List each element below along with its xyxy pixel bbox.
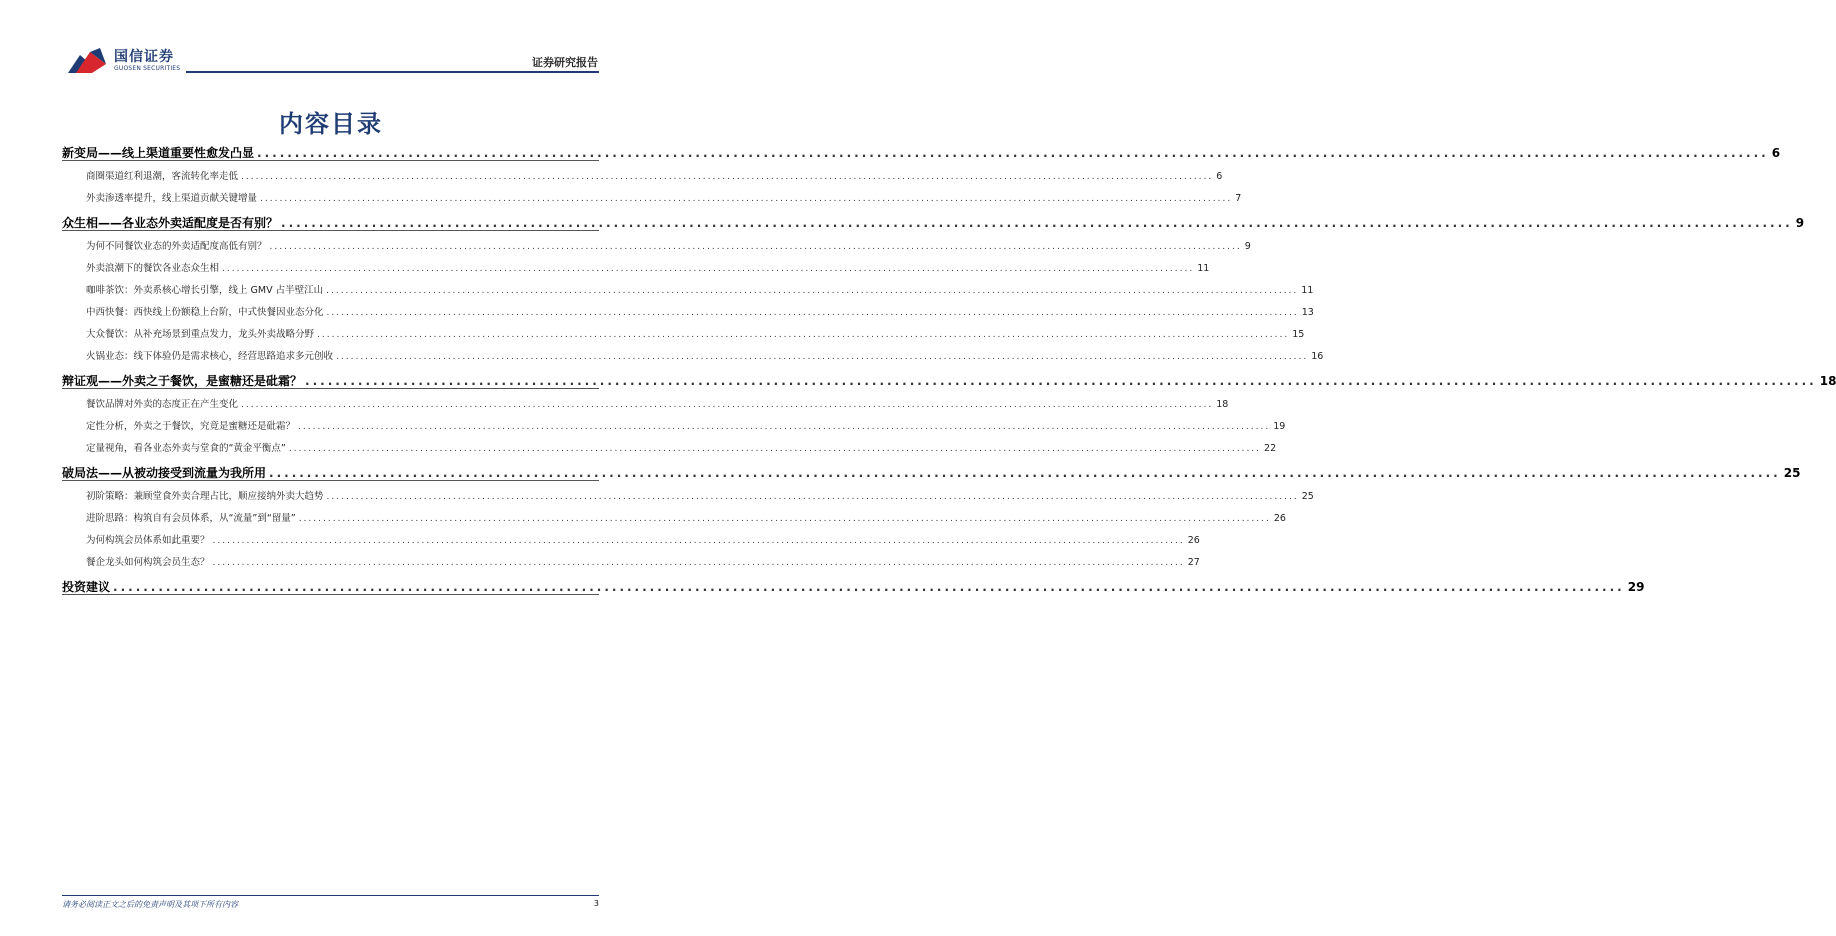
- toc-entry-page: 25: [1783, 466, 1801, 480]
- section-rule: [62, 160, 599, 161]
- toc-entry-title: 为何不同餐饮业态的外卖适配度高低有别？: [86, 241, 267, 252]
- toc-entry-title: 咖啡茶饮：外卖系核心增长引擎，线上 GMV 占半壁江山: [86, 285, 324, 296]
- toc-leader-dots: ........................................................................................................................................................................................................: [260, 194, 1233, 204]
- toc-entry-title: 定性分析，外卖之于餐饮，究竟是蜜糖还是砒霜？: [86, 421, 296, 432]
- toc-entry-page: 6: [1216, 171, 1223, 182]
- toc-entry-title: 外卖渗透率提升，线上渠道贡献关键增量: [86, 193, 258, 204]
- toc-leader-dots: ........................................................................................................................................................................................................: [269, 466, 1781, 480]
- toc-subsection-entry[interactable]: [62, 236, 1251, 258]
- toc-section-entry[interactable]: [62, 574, 1645, 600]
- toc-leader-dots: ........................................................................................................................................................................................................: [326, 492, 1299, 502]
- toc-entry-title: 投资建议: [62, 580, 111, 594]
- guosen-logo-mark-icon: [66, 46, 110, 76]
- table-of-contents: [62, 140, 1836, 600]
- toc-section-entry[interactable]: [62, 140, 1781, 166]
- footer-rule: [62, 895, 599, 896]
- toc-leader-dots: ........................................................................................................................................................................................................: [113, 580, 1625, 594]
- toc-subsection-entry[interactable]: [62, 258, 1210, 280]
- logo-chinese-name: 国信证券: [114, 49, 174, 65]
- toc-leader-dots: ........................................................................................................................................................................................................: [222, 264, 1195, 274]
- page-title: 内容目录: [279, 110, 383, 138]
- toc-entry-title: 外卖浪潮下的餐饮各业态众生相: [86, 263, 220, 274]
- toc-leader-dots: ........................................................................................................................................................................................................: [298, 422, 1271, 432]
- toc-leader-dots: ........................................................................................................................................................................................................: [317, 330, 1290, 340]
- toc-leader-dots: ........................................................................................................................................................................................................: [305, 374, 1817, 388]
- guosen-logo: [66, 46, 186, 78]
- toc-entry-title: 定量视角，看各业态外卖与堂食的“黄金平衡点”: [86, 443, 286, 454]
- toc-entry-title: 餐企龙头如何构筑会员生态？: [86, 557, 210, 568]
- toc-leader-dots: ........................................................................................................................................................................................................: [212, 558, 1185, 568]
- toc-subsection-entry[interactable]: [62, 530, 1200, 552]
- toc-entry-title: 中西快餐：西快线上份额稳上台阶，中式快餐因业态分化: [86, 307, 324, 318]
- toc-entry-title: 众生相——各业态外卖适配度是否有别？: [62, 216, 279, 230]
- toc-subsection-entry[interactable]: [62, 188, 1242, 210]
- toc-entry-title: 破局法——从被动接受到流量为我所用: [62, 466, 267, 480]
- toc-leader-dots: ........................................................................................................................................................................................................: [326, 286, 1299, 296]
- toc-leader-dots: ........................................................................................................................................................................................................: [281, 216, 1793, 230]
- section-rule: [62, 594, 599, 595]
- toc-section-entry[interactable]: [62, 210, 1805, 236]
- toc-leader-dots: ........................................................................................................................................................................................................: [241, 400, 1214, 410]
- toc-entry-page: 13: [1301, 307, 1314, 318]
- toc-leader-dots: ........................................................................................................................................................................................................: [269, 242, 1242, 252]
- toc-entry-page: 22: [1264, 443, 1277, 454]
- toc-entry-title: 进阶思路：构筑自有会员体系，从“流量”到“留量”: [86, 513, 296, 524]
- toc-entry-page: 18: [1819, 374, 1836, 388]
- toc-subsection-entry[interactable]: [62, 166, 1223, 188]
- toc-subsection-entry[interactable]: [62, 438, 1277, 460]
- logo-english-name: GUOSEN SECURITIES: [114, 65, 181, 72]
- toc-subsection-entry[interactable]: [62, 508, 1286, 530]
- toc-subsection-entry[interactable]: [62, 552, 1200, 574]
- page-header: [0, 0, 662, 78]
- footer-disclaimer: 请务必阅读正文之后的免责声明及其项下所有内容: [62, 900, 238, 909]
- toc-subsection-entry[interactable]: [62, 416, 1286, 438]
- report-type-label: 证券研究报告: [532, 56, 598, 69]
- toc-entry-title: 火锅业态：线下体验仍是需求核心，经营思路追求多元创收: [86, 351, 334, 362]
- toc-entry-page: 11: [1301, 285, 1314, 296]
- toc-subsection-entry[interactable]: [62, 394, 1229, 416]
- toc-section-entry[interactable]: [62, 368, 1836, 394]
- toc-leader-dots: ........................................................................................................................................................................................................: [241, 172, 1214, 182]
- toc-entry-page: 9: [1795, 216, 1805, 230]
- toc-entry-title: 大众餐饮：从补充场景到重点发力，龙头外卖战略分野: [86, 329, 315, 340]
- page-number: 3: [593, 899, 599, 908]
- toc-leader-dots: ........................................................................................................................................................................................................: [257, 146, 1769, 160]
- toc-entry-page: 16: [1311, 351, 1324, 362]
- toc-leader-dots: ........................................................................................................................................................................................................: [212, 536, 1185, 546]
- toc-subsection-entry[interactable]: [62, 346, 1324, 368]
- toc-leader-dots: ........................................................................................................................................................................................................: [298, 514, 1271, 524]
- toc-section-entry[interactable]: [62, 460, 1801, 486]
- toc-entry-title: 为何构筑会员体系如此重要？: [86, 535, 210, 546]
- toc-entry-page: 7: [1235, 193, 1242, 204]
- section-rule: [62, 230, 599, 231]
- toc-subsection-entry[interactable]: [62, 486, 1314, 508]
- toc-entry-title: 新变局——线上渠道重要性愈发凸显: [62, 146, 255, 160]
- toc-entry-page: 11: [1197, 263, 1210, 274]
- toc-entry-title: 初阶策略：兼顾堂食外卖合理占比，顺应接纳外卖大趋势: [86, 491, 324, 502]
- toc-entry-page: 19: [1273, 421, 1286, 432]
- toc-subsection-entry[interactable]: [62, 302, 1314, 324]
- toc-entry-page: 9: [1244, 241, 1251, 252]
- header-rule: [186, 71, 599, 73]
- toc-entry-page: 26: [1187, 535, 1200, 546]
- toc-subsection-entry[interactable]: [62, 324, 1305, 346]
- toc-entry-title: 辩证观——外卖之于餐饮，是蜜糖还是砒霜？: [62, 374, 303, 388]
- section-rule: [62, 480, 599, 481]
- toc-entry-title: 商圈渠道红利退潮，客流转化率走低: [86, 171, 239, 182]
- toc-leader-dots: ........................................................................................................................................................................................................: [326, 308, 1299, 318]
- section-rule: [62, 388, 599, 389]
- toc-subsection-entry[interactable]: [62, 280, 1314, 302]
- toc-entry-page: 29: [1627, 580, 1645, 594]
- toc-entry-page: 6: [1771, 146, 1781, 160]
- toc-entry-page: 27: [1187, 557, 1200, 568]
- toc-entry-page: 26: [1273, 513, 1286, 524]
- toc-leader-dots: ........................................................................................................................................................................................................: [336, 352, 1309, 362]
- toc-entry-title: 餐饮品牌对外卖的态度正在产生变化: [86, 399, 239, 410]
- toc-entry-page: 15: [1292, 329, 1305, 340]
- toc-entry-page: 18: [1216, 399, 1229, 410]
- toc-leader-dots: ........................................................................................................................................................................................................: [288, 444, 1262, 454]
- toc-entry-page: 25: [1301, 491, 1314, 502]
